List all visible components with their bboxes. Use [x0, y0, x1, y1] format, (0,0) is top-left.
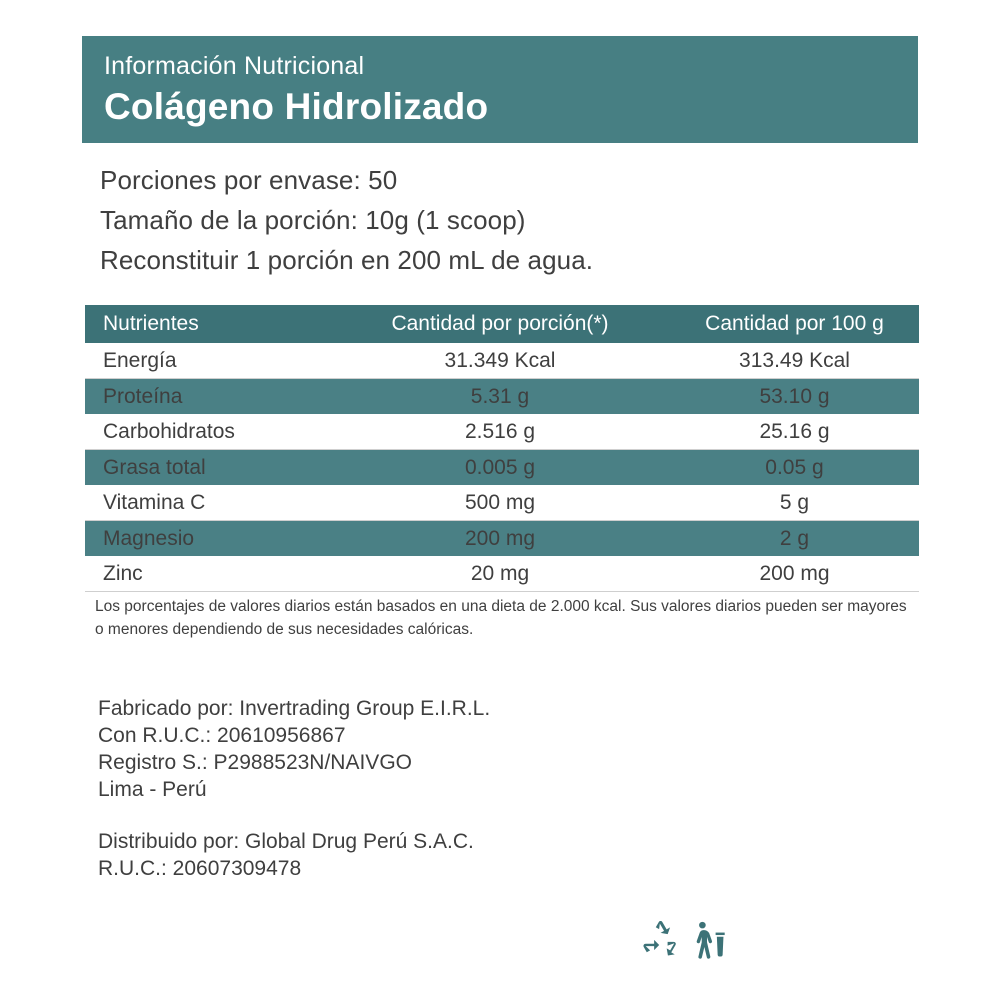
- daily-values-footnote: Los porcentajes de valores diarios están basados en una dieta de 2.000 kcal. Sus valores diarios pueden ser mayores o menores dependiendo de sus necesidades calóricas.: [95, 598, 907, 638]
- nutrient-name: Energía: [85, 343, 330, 379]
- table-row: [85, 485, 919, 521]
- nutrient-per-100g: 53.10 g: [759, 384, 830, 408]
- table-row: [85, 556, 919, 592]
- table-header-row: [85, 305, 919, 343]
- table-row: [85, 521, 919, 557]
- column-header-nutrient: Nutrientes: [103, 312, 199, 335]
- distributor-name: Distribuido por: Global Drug Perú S.A.C.: [98, 830, 474, 853]
- table-row: [85, 414, 919, 450]
- nutrient-per-100g: 2 g: [779, 526, 810, 550]
- distributor-info: [98, 828, 918, 882]
- nutrient-name: Magnesio: [103, 526, 195, 550]
- manufacturer-info: [98, 695, 918, 803]
- nutrient-per-serving: 200 mg: [464, 526, 536, 550]
- recycle-icon: [640, 921, 680, 959]
- header-subtitle: Información Nutricional: [104, 52, 365, 80]
- column-header-per-100g: Cantidad por 100 g: [705, 312, 884, 335]
- nutrient-name: Carbohidratos: [85, 414, 330, 450]
- servings-info: [100, 160, 920, 280]
- label-header: [82, 36, 918, 143]
- nutrient-name: Grasa total: [103, 455, 206, 479]
- footer-icons: [640, 915, 750, 965]
- page-title: Colágeno Hidrolizado: [104, 86, 489, 127]
- nutrient-per-serving: 0.005 g: [464, 455, 536, 479]
- column-header-per-serving: Cantidad por porción(*): [391, 312, 609, 335]
- nutrient-per-100g: 313.49 Kcal: [670, 343, 919, 379]
- table-row: [85, 379, 919, 415]
- nutrient-per-serving: 500 mg: [330, 485, 670, 521]
- nutrient-name: Zinc: [85, 556, 330, 592]
- servings-per-container: Porciones por envase: 50: [100, 165, 398, 195]
- nutrient-per-serving: 20 mg: [330, 556, 670, 592]
- nutrient-per-100g: 200 mg: [670, 556, 919, 592]
- nutrient-per-serving: 31.349 Kcal: [330, 343, 670, 379]
- nutrient-per-serving: 2.516 g: [330, 414, 670, 450]
- nutrition-table: [85, 305, 919, 592]
- nutrient-per-100g: 25.16 g: [670, 414, 919, 450]
- table-row: [85, 450, 919, 486]
- manufacturer-name: Fabricado por: Invertrading Group E.I.R.L.: [98, 697, 491, 720]
- nutrient-per-100g: 5 g: [670, 485, 919, 521]
- distributor-ruc: R.U.C.: 20607309478: [98, 857, 302, 880]
- dispose-in-bin-icon: [692, 921, 726, 959]
- serving-size: Tamaño de la porción: 10g (1 scoop): [100, 205, 526, 235]
- reconstitution-instructions: Reconstituir 1 porción en 200 mL de agua.: [100, 245, 594, 275]
- table-row: [85, 343, 919, 379]
- manufacturer-location: Lima - Perú: [98, 778, 207, 801]
- nutrient-per-serving: 5.31 g: [470, 384, 530, 408]
- sanitary-registry: Registro S.: P2988523N/NAIVGO: [98, 751, 412, 774]
- manufacturer-ruc: Con R.U.C.: 20610956867: [98, 724, 346, 747]
- nutrient-name: Vitamina C: [85, 485, 330, 521]
- nutrient-per-100g: 0.05 g: [765, 455, 824, 479]
- nutrient-name: Proteína: [103, 384, 183, 408]
